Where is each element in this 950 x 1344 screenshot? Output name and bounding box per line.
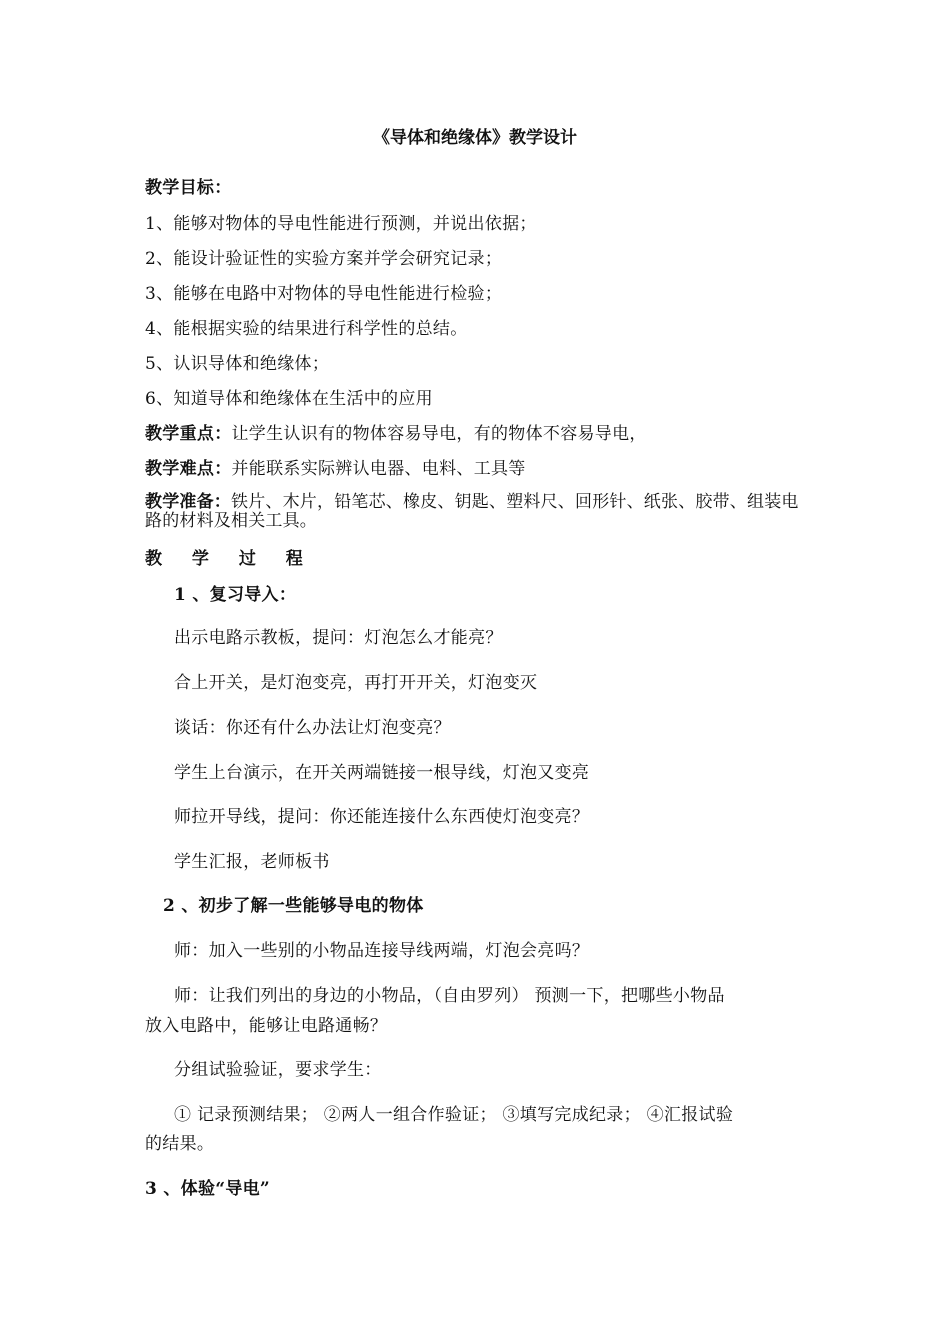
section2-heading: 2 、初步了解一些能够导电的物体 [163,896,424,916]
objective-item: 3、能够在电路中对物体的导电性能进行检验； [145,284,503,304]
section2-line: 师：加入一些别的小物品连接导线两端，灯泡会亮吗？ [174,941,590,961]
document-title: 《导体和绝缘体》教学设计 [373,128,577,148]
section1-line: 合上开关，是灯泡变亮，再打开开关，灯泡变灭 [174,673,538,693]
section2-line-continued: 放入电路中，能够让电路通畅？ [145,1016,388,1036]
difficulty-text: 并能联系实际辨认电器、电料、工具等 [231,459,526,479]
objective-item: 6、知道导体和绝缘体在生活中的应用 [145,389,433,409]
preparation [145,493,813,531]
objective-item: 2、能设计验证性的实验方案并学会研究记录； [145,249,503,269]
section2-line: 师：让我们列出的身边的小物品，（自由罗列） 预测一下，把哪些小物品 [174,986,725,1006]
objective-item: 5、认识导体和绝缘体； [145,354,330,374]
section1-line: 出示电路示教板，提问：灯泡怎么才能亮？ [174,628,503,648]
objective-item: 1、能够对物体的导电性能进行预测，并说出依据； [145,214,537,234]
objective-item: 4、能根据实验的结果进行科学性的总结。 [145,319,468,339]
section3-heading: 3 、体验“导电” [145,1179,271,1199]
process-heading: 教 学 过 程 [145,549,315,569]
section2-line: ① 记录预测结果； ②两人一组合作验证； ③填写完成纪录； ④汇报试验 [174,1105,734,1125]
key-point [145,423,647,445]
preparation-label: 教学准备： [145,492,231,512]
key-point-text: 让学生认识有的物体容易导电，有的物体不容易导电， [231,424,647,444]
section1-line: 学生上台演示，在开关两端链接一根导线，灯泡又变亮 [174,763,590,783]
key-point-label: 教学重点： [145,424,232,444]
section2-line-continued: 的结果。 [145,1134,215,1154]
section1-heading: 1 、复习导入： [174,585,297,605]
preparation-text: 铁片、木片，铅笔芯、橡皮、钥匙、塑料尺、回形针、纸张、胶带、组装电路的材料及相关工具。 [145,492,799,531]
difficulty [145,458,526,480]
objectives-heading: 教学目标： [145,178,232,198]
section1-line: 谈话：你还有什么办法让灯泡变亮？ [174,718,451,738]
section1-line: 学生汇报，老师板书 [174,852,330,872]
section2-line: 分组试验验证，要求学生： [174,1060,382,1080]
section1-line: 师拉开导线，提问：你还能连接什么东西使灯泡变亮？ [174,807,590,827]
difficulty-label: 教学难点： [145,459,232,479]
